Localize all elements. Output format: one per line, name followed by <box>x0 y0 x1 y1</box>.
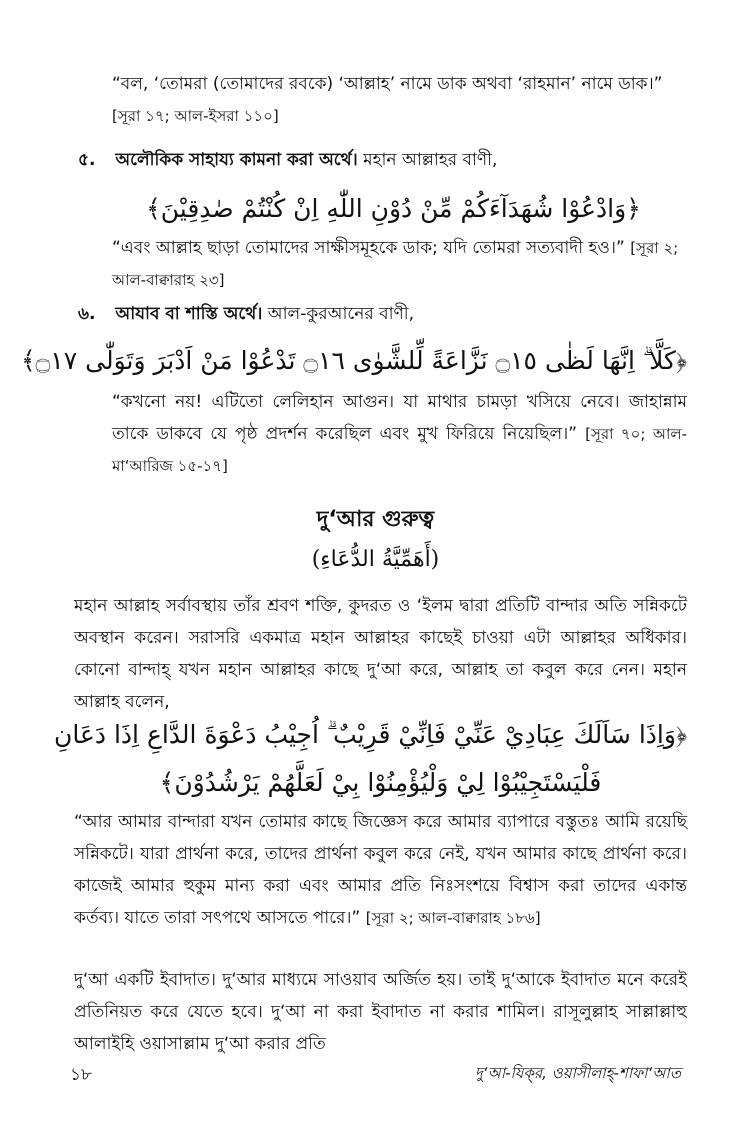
translation-block-1 <box>0 68 751 132</box>
item-number: ৬. <box>78 304 96 324</box>
arabic-verse-2: ﴿كَلَّا ۗ اِنَّهَا لَظٰى ۝١٥ نَزَّاعَةً لِّلشَّوٰى ۝١٦ تَدْعُوْا مَنْ اَدْبَرَ وَتَوَلّٰى ۝١٧﴾ <box>21 346 687 375</box>
item-label: আযাব বা শাস্তি অর্থে। <box>115 304 263 324</box>
closing-paragraph: দু‘আ একটি ইবাদাত। দু‘আর মাধ্যমে সাওয়াব অর্জিত হয়। তাই দু‘আকে ইবাদাত মনে করেই প্রতিনিয়ত করে যেতে হবে। দু‘আ না করা ইবাদাত না করার শামিল। রাসূলুল্লাহ সাল্লাল্লাহু আলাইহি ওয়াসাল্লাম দু‘আ করার প্রতি <box>74 970 687 1054</box>
arabic-verse-3-line-1: ﴿وَاِذَا سَاَلَكَ عِبَادِيْ عَنِّيْ فَاِنِّيْ قَرِيْبٌ ۗ اُجِيْبُ دَعْوَةَ الدَّاعِ اِذَا دَعَانِ <box>54 720 687 749</box>
translation-text: “আর আমার বান্দারা যখন তোমার কাছে জিজ্ঞেস করে আমার ব্যাপারে বস্তুতঃ আমি রয়েছি সন্নিকটে। যারা প্রার্থনা করে, তাদের প্রার্থনা কবুল করে নেই, যখন আমার কাছে প্রার্থনা করে। কাজেই আমার হুকুম মান্য করা এবং আমার প্রতি নিঃসংশয়ে বিশ্বাস করা তাদের একান্ত কর্তব্য। যাতে তারা সৎপথে আসতে পারে।” <box>74 812 687 928</box>
surah-reference: [সূরা ২; আল-বাক্বারাহ ১৮৬] <box>365 909 541 927</box>
page-footer <box>70 1062 681 1092</box>
surah-reference: [সূরা ৭০; আল-মা‘আরিজ ১৫-১৭] <box>112 425 688 475</box>
item-label: অলৌকিক সাহায্য কামনা করা অর্থে। <box>115 150 358 170</box>
surah-reference: [সূরা ১৭; আল-ইসরা ১১০] <box>112 107 279 125</box>
surah-reference: [সূরা ২; আল-বাক্বারাহ ২৩] <box>112 239 679 289</box>
item-rest: মহান আল্লাহর বাণী, <box>363 150 498 170</box>
translation-text: “কখনো নয়! এটিতো লেলিহান আগুন। যা মাথার চামড়া খসিয়ে নেবে। জাহান্নাম তাকে ডাকবে যে পৃষ্ঠ প্রদর্শন করেছিল এবং মুখ ফিরিয়ে নিয়েছিল।” <box>112 392 687 444</box>
translation-text: “এবং আল্লাহ ছাড়া তোমাদের সাক্ষীসমূহকে ডাক; যদি তোমরা সত্যবাদী হও।” <box>112 238 625 258</box>
section-subheading-arabic: (أَهَمِّيَّةُ الدُّعَاءِ) <box>311 547 440 572</box>
numbered-item-5 <box>0 144 751 176</box>
item-rest: আল-কুরআনের বাণী, <box>267 304 415 324</box>
translation-block-4 <box>0 806 751 934</box>
numbered-item-6 <box>0 298 751 330</box>
arabic-verse-3-line-2: فَلْيَسْتَجِيْبُوْا لِيْ وَلْيُؤْمِنُوْا بِيْ لَعَلَّهُمْ يَرْشُدُوْنَ﴾ <box>159 768 602 797</box>
book-title: দু‘আ-যিক্‌র, ওয়াসীলাহ্‌-শাফা‘আত <box>474 1064 681 1082</box>
translation-block-3 <box>0 386 751 482</box>
translation-block-2 <box>0 232 751 296</box>
item-number: ৫. <box>78 150 96 170</box>
arabic-verse-1: ﴿وَادْعُوْا شُهَدَآءَكُمْ مِّنْ دُوْنِ اللّٰهِ اِنْ كُنْتُمْ صٰدِقِيْنَ﴾ <box>146 194 641 223</box>
section-heading: দু‘আর গুরুত্ব <box>316 507 435 532</box>
translation-text: “বল, ‘তোমরা (তোমাদের রবকে) ‘আল্লাহ’ নামে ডাক অথবা ‘রাহমান’ নামে ডাক।” <box>112 74 663 94</box>
page-number: ১৮ <box>70 1065 93 1085</box>
intro-paragraph: মহান আল্লাহ সর্বাবস্থায় তাঁর শ্রবণ শক্তি, কুদরত ও ‘ইলম দ্বারা প্রতিটি বান্দার অতি সন্নিকটে অবস্থান করেন। সরাসরি একমাত্র মহান আল্লাহর কাছেই চাওয়া এটা আল্লাহর অধিকার। কোনো বান্দাহ্ যখন মহান আল্লাহর কাছে দু‘আ করে, আল্লাহ তা কবুল করে নেন। মহান আল্লাহ বলেন, <box>74 596 687 712</box>
